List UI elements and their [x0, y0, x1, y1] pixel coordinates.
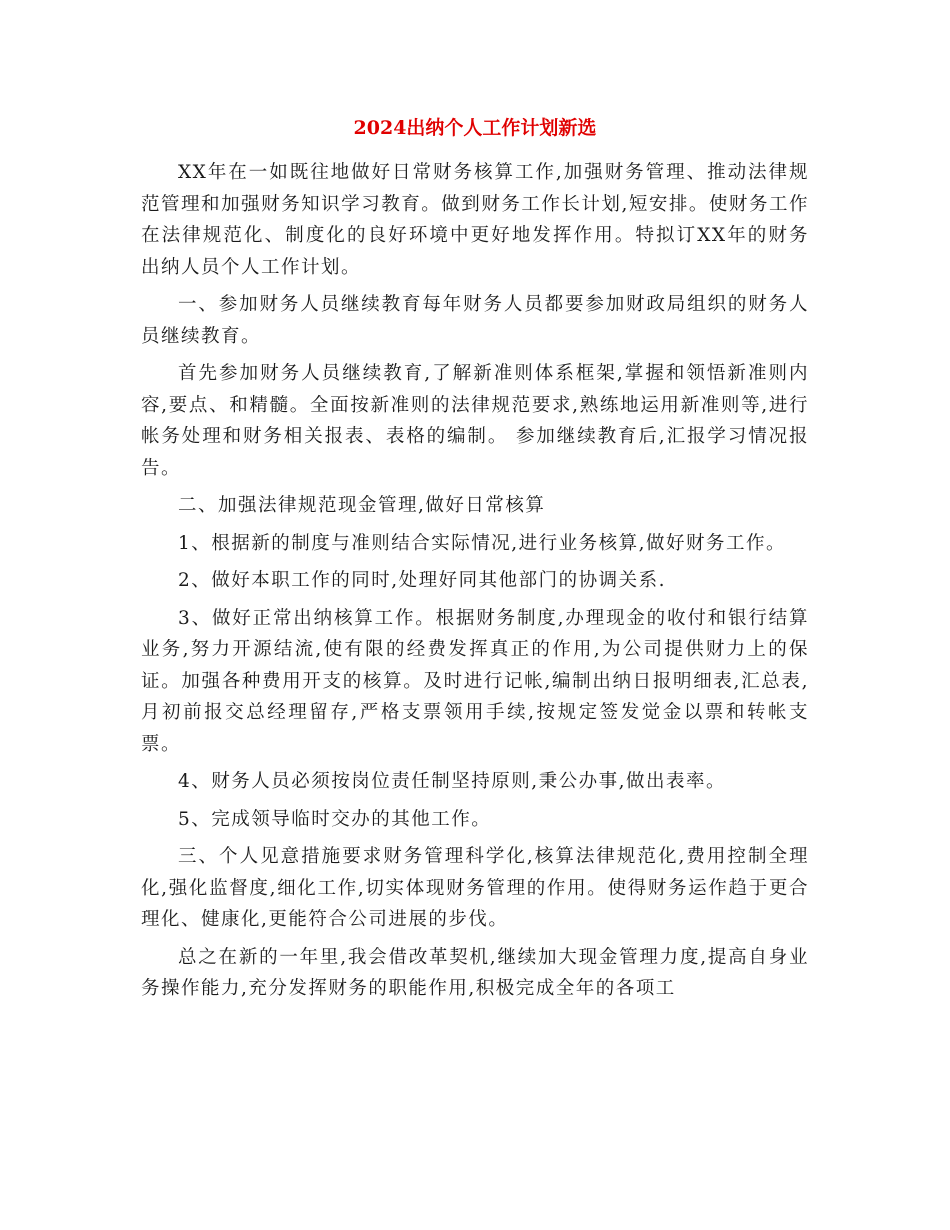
paragraph: 3、做好正常出纳核算工作。根据财务制度,办理现金的收付和银行结算业务,努力开源结流,使有限的经费发挥真正的作用,为公司提供财力上的保证。加强各种费用开支的核算。及时进行记帐,编制出纳日报明细表,汇总表,月初前报交总经理留存,严格支票领用手续,按规定签发觉金以票和转帐支票。 [141, 607, 809, 755]
paragraph: 2、做好本职工作的同时,处理好同其他部门的协调关系. [178, 570, 667, 591]
paragraph: 5、完成领导临时交办的其他工作。 [178, 808, 492, 830]
section-heading: 二、加强法律规范现金管理,做好日常核算 [178, 495, 546, 516]
paragraph: 三、个人见意措施要求财务管理科学化,核算法律规范化,费用控制全理化,强化监督度,细化工作,切实体现财务管理的作用。使得财务运作趋于更合理化、健康化,更能符合公司进展的步伐。 [141, 846, 809, 930]
paragraph: 4、财务人员必须按岗位责任制坚持原则,秉公办事,做出表率。 [178, 771, 727, 792]
paragraph: 1、根据新的制度与准则结合实际情况,进行业务核算,做好财务工作。 [178, 532, 787, 554]
paragraph: XX年在一如既往地做好日常财务核算工作,加强财务管理、推动法律规范管理和加强财务知识学习教育。做到财务工作长计划,短安排。使财务工作在法律规范化、制度化的良好环境中更好地发挥作用。特拟订XX年的财务出纳人员个人工作计划。 [141, 162, 809, 278]
document-title: 2024出纳个人工作计划新选 [353, 117, 597, 139]
paragraph: 首先参加财务人员继续教育,了解新准则体系框架,掌握和领悟新准则内容,要点、和精髓。全面按新准则的法律规范要求,熟练地运用新准则等,进行帐务处理和财务相关报表、表格的编制。 参加继续教育后,汇报学习情况报告。 [141, 363, 809, 479]
paragraph: 一、参加财务人员继续教育每年财务人员都要参加财政局组织的财务人员继续教育。 [141, 294, 809, 347]
paragraph: 总之在新的一年里,我会借改革契机,继续加大现金管理力度,提高自身业务操作能力,充分发挥财务的职能作用,积极完成全年的各项工 [141, 946, 809, 999]
document-body [141, 157, 809, 1011]
